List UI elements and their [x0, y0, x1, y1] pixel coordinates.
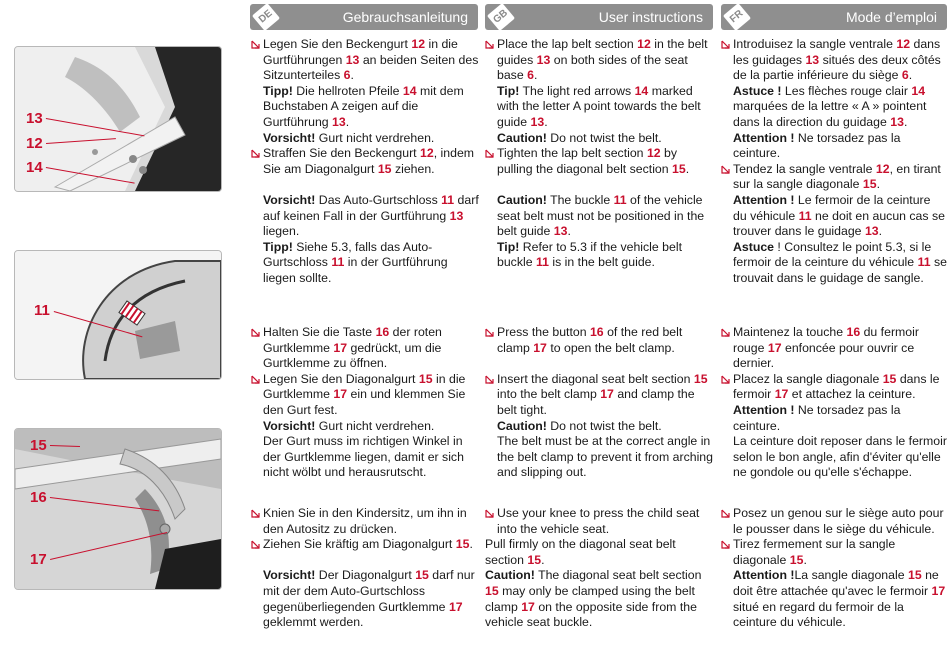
part-number-ref: 6: [343, 68, 351, 83]
instruction-text: into the belt clamp: [497, 387, 601, 402]
part-number-ref: 13: [332, 114, 346, 129]
instruction-text: Placez la sangle diagonale: [733, 371, 883, 386]
instruction-text: an beiden Seiten des Sitzunterteiles: [263, 52, 479, 83]
instruction-text: Les flèches rouge clair: [781, 83, 912, 98]
instruction-note: [721, 403, 947, 434]
section-de-1: [251, 37, 481, 287]
instruction-note: [251, 419, 481, 435]
instruction-text: et attachez la ceinture.: [788, 387, 916, 402]
emphasis-label: Tipp!: [263, 83, 293, 98]
instruction-note: [251, 84, 481, 131]
instruction-text: Das Auto-Gurtschloss: [315, 192, 442, 207]
instruction-step: [251, 372, 481, 419]
section-fr-1: [721, 37, 947, 287]
step-arrow-icon: [485, 506, 496, 518]
instruction-note: [485, 240, 713, 271]
instruction-text: .: [350, 68, 354, 83]
instruction-text: Posez un genou sur le siège auto pour le pousser dans le siège du véhicule.: [733, 506, 944, 536]
header-fr: [721, 4, 947, 30]
part-number-ref: 11: [613, 192, 627, 207]
part-number-ref: 17: [533, 340, 547, 355]
step-arrow-icon: [721, 537, 732, 549]
section-gb-3: [485, 506, 713, 631]
instruction-text: gedrückt, um die Gurtklemme zu öffnen.: [263, 340, 442, 371]
part-number-ref: 17: [333, 387, 348, 402]
instruction-text: Tighten the lap belt section: [497, 146, 647, 161]
instruction-text: .: [878, 224, 883, 239]
instruction-text: Halten Sie die Taste: [263, 325, 376, 339]
step-arrow-icon: [721, 162, 732, 174]
instruction-text: darf auf keinen Fall in der Gurtführung: [263, 192, 479, 223]
callout-13: 13: [26, 110, 43, 127]
part-number-ref: 12: [875, 161, 890, 176]
instruction-text: .: [345, 114, 350, 129]
instruction-text: The light red arrows: [519, 83, 635, 98]
instruction-text: .: [903, 114, 908, 129]
instruction-text: situé en regard du fermoir de la ceinture du véhicule.: [733, 599, 904, 630]
instruction-text: Legen Sie den Diagonalgurt: [263, 371, 419, 386]
instruction-step: [721, 162, 947, 193]
instruction-text: situés des deux côtés de la partie inférieure du siège: [733, 52, 941, 83]
step-arrow-icon: [251, 325, 262, 337]
instruction-text: dans le fermoir: [733, 371, 940, 402]
part-number-ref: 13: [890, 114, 904, 129]
header-de: [250, 4, 478, 30]
instruction-text: .: [876, 177, 881, 192]
part-number-ref: 11: [535, 255, 549, 270]
instruction-note: [485, 568, 713, 630]
emphasis-label: Caution!: [497, 130, 547, 145]
instruction-text: Ziehen Sie kräftig am Diagonalgurt: [263, 537, 456, 552]
part-number-ref: 16: [375, 325, 390, 339]
part-number-ref: 15: [527, 552, 542, 567]
part-number-ref: 17: [600, 387, 614, 402]
part-number-ref: 16: [589, 325, 604, 339]
instruction-text: ! Consultez le point 5.3, si le fermoir de la ceinture du véhicule: [733, 239, 932, 270]
instruction-text: liegen.: [263, 224, 300, 239]
part-number-ref: 15: [485, 583, 499, 598]
part-number-ref: 13: [805, 52, 820, 67]
instruction-text: Gurt nicht verdrehen.: [315, 130, 435, 145]
step-arrow-icon: [721, 37, 732, 49]
instruction-text: Der Gurt muss im richtigen Winkel in der Gurtklemme liegen, damit er sich nicht wölbt und herausrutscht.: [263, 434, 464, 480]
instruction-step: [721, 37, 947, 84]
step-arrow-icon: [251, 537, 262, 549]
instruction-note: [251, 240, 481, 287]
instruction-text: The buckle: [546, 192, 614, 207]
instruction-note: [721, 131, 947, 162]
part-number-ref: 15: [672, 161, 686, 176]
instruction-note: [251, 434, 481, 481]
instruction-text: in die Gurtklemme: [263, 371, 466, 402]
step-arrow-icon: [251, 37, 262, 49]
part-number-ref: 13: [530, 114, 545, 129]
part-number-ref: 6: [901, 68, 909, 83]
spacer: [485, 177, 713, 193]
instruction-text: .: [567, 224, 571, 239]
emphasis-label: Attention !: [733, 402, 795, 417]
instruction-text: Gurt nicht verdrehen.: [315, 418, 435, 433]
instruction-step: [251, 146, 481, 177]
part-number-ref: 14: [402, 83, 417, 98]
instruction-text: The diagonal seat belt section: [534, 568, 702, 583]
instruction-step: [485, 37, 713, 84]
instruction-text: Tendez la sangle ventrale: [733, 161, 876, 176]
instruction-text: , en tirant sur la sangle diagonale: [733, 161, 941, 192]
instruction-text: .: [469, 537, 473, 552]
instruction-text: Refer to 5.3 if the vehicle belt buckle: [497, 239, 682, 270]
language-badge-fr: FR: [723, 3, 751, 31]
instruction-text: of the vehicle seat belt must not be positioned in the belt guide: [497, 192, 705, 239]
instruction-text: Legen Sie den Beckengurt: [263, 37, 412, 51]
part-number-ref: 15: [862, 177, 877, 192]
instruction-text: La sangle diagonale: [794, 568, 908, 583]
instruction-text: se trouvait dans le guidage de sangle.: [733, 255, 947, 285]
instruction-note: [485, 434, 713, 481]
instruction-step: [485, 506, 713, 537]
instruction-text: in the belt guides: [497, 37, 708, 67]
part-number-ref: 13: [864, 224, 879, 239]
instruction-note: [485, 537, 713, 568]
instruction-text: Ne torsadez pas la ceinture.: [733, 130, 901, 161]
spacer: [485, 356, 713, 372]
instruction-note: [251, 131, 481, 147]
section-fr-2: [721, 325, 947, 481]
instruction-step: [251, 506, 481, 537]
part-number-ref: 6: [527, 68, 534, 83]
instruction-text: Die hellroten Pfeile: [292, 83, 403, 98]
callout-14: 14: [26, 159, 43, 176]
part-number-ref: 15: [377, 161, 392, 176]
part-number-ref: 12: [646, 146, 661, 161]
section-de-3: [251, 506, 481, 631]
callout-15: 15: [30, 437, 47, 454]
emphasis-label: Astuce: [733, 239, 775, 254]
instruction-text: Pull firmly on the diagonal seat belt section: [485, 537, 676, 567]
part-number-ref: 17: [448, 599, 463, 614]
section-de-2: [251, 325, 481, 481]
part-number-ref: 11: [441, 192, 455, 207]
instruction-note: [721, 193, 947, 240]
instruction-text: marked with the letter A point towards the belt guide: [497, 83, 701, 129]
spacer: [251, 553, 481, 569]
instruction-text: on the opposite side from the vehicle seat buckle.: [485, 599, 697, 630]
instruction-step: [251, 325, 481, 372]
part-number-ref: 14: [634, 83, 649, 98]
language-badge-de: DE: [252, 3, 280, 31]
instruction-text: mit dem Buchstaben A zeigen auf die Gurtführung: [263, 83, 464, 129]
instruction-note: [251, 193, 481, 240]
instruction-text: Do not twist the belt.: [546, 130, 662, 145]
instruction-text: Der Diagonalgurt: [315, 568, 416, 583]
instruction-note: [485, 84, 713, 131]
instruction-text: du fermoir rouge: [733, 325, 919, 355]
step-arrow-icon: [485, 372, 496, 384]
emphasis-label: Caution!: [497, 192, 547, 207]
instruction-text: Siehe 5.3, falls das Auto-Gurtschloss: [263, 239, 433, 270]
header-title-gb: User instructions: [598, 9, 703, 25]
instruction-text: der roten Gurtklemme: [263, 325, 442, 355]
language-badge-gb: GB: [487, 3, 515, 31]
part-number-ref: 15: [907, 568, 922, 583]
instruction-step: [721, 372, 947, 403]
instruction-text: Use your knee to press the child seat into the vehicle seat.: [497, 506, 700, 536]
section-gb-1: [485, 37, 713, 271]
part-number-ref: 15: [455, 537, 470, 552]
instruction-text: by pulling the diagonal belt section: [497, 146, 678, 176]
instruction-text: dans les guidages: [733, 37, 941, 67]
callout-11: 11: [34, 302, 50, 319]
instruction-text: Introduisez la sangle ventrale: [733, 37, 897, 51]
part-number-ref: 13: [553, 224, 568, 239]
header-gb: [485, 4, 713, 30]
part-number-ref: 13: [536, 52, 551, 67]
instruction-text: The belt must be at the correct angle in the belt clamp to prevent it from arching and slipping out.: [497, 434, 713, 480]
instruction-text: Straffen Sie den Beckengurt: [263, 146, 421, 161]
callout-12: 12: [26, 135, 43, 152]
instruction-text: .: [544, 114, 548, 129]
emphasis-label: Caution!: [497, 418, 547, 433]
instruction-text: ein und klemmen Sie den Gurt fest.: [263, 387, 466, 417]
instruction-text: .: [541, 552, 545, 567]
part-number-ref: 16: [846, 325, 861, 339]
instruction-text: Do not twist the belt.: [546, 418, 662, 433]
instruction-text: Ne torsadez pas la ceinture.: [733, 402, 901, 433]
instruction-text: marquées de la lettre « A » pointent dans la direction du guidage: [733, 99, 927, 129]
emphasis-label: Attention !: [733, 568, 795, 583]
section-gb-2: [485, 325, 713, 481]
part-number-ref: 13: [345, 52, 360, 67]
part-number-ref: 15: [693, 371, 708, 386]
part-number-ref: 17: [931, 583, 946, 598]
instruction-text: on both sides of the seat base: [497, 52, 688, 83]
instruction-step: [485, 325, 713, 356]
step-arrow-icon: [485, 37, 496, 49]
emphasis-label: Caution!: [485, 568, 535, 583]
part-number-ref: 17: [767, 340, 782, 355]
instruction-note: [721, 240, 947, 287]
instruction-text: .: [908, 68, 913, 83]
instruction-note: [251, 568, 481, 630]
part-number-ref: 11: [331, 255, 345, 270]
instruction-text: of the red belt clamp: [497, 325, 683, 355]
instruction-text: in die Gurtführungen: [263, 37, 458, 67]
instruction-step: [721, 325, 947, 372]
instruction-text: , indem Sie am Diagonalgurt: [263, 146, 475, 176]
emphasis-label: Vorsicht!: [263, 418, 316, 433]
emphasis-label: Attention !: [733, 192, 795, 207]
step-arrow-icon: [251, 506, 262, 518]
emphasis-label: Tip!: [497, 83, 520, 98]
part-number-ref: 14: [911, 83, 926, 98]
section-fr-3: [721, 506, 947, 631]
instruction-step: [721, 506, 947, 537]
instruction-text: may only be clamped using the belt clamp: [485, 583, 695, 614]
step-arrow-icon: [251, 146, 262, 158]
instruction-text: .: [685, 161, 690, 176]
step-arrow-icon: [721, 325, 732, 337]
instruction-step: [251, 537, 481, 553]
instruction-note: [721, 434, 947, 481]
step-arrow-icon: [721, 372, 732, 384]
part-number-ref: 15: [415, 568, 429, 583]
instruction-text: Place the lap belt section: [497, 37, 638, 51]
instruction-text: enfoncée pour ouvrir ce dernier.: [733, 340, 915, 371]
emphasis-label: Vorsicht!: [263, 192, 316, 207]
instruction-step: [485, 146, 713, 177]
callout-16: 16: [30, 489, 47, 506]
part-number-ref: 12: [411, 37, 426, 51]
emphasis-label: Tip!: [497, 239, 520, 254]
instruction-text: Knien Sie in den Kindersitz, um ihn in den Autositz zu drücken.: [263, 506, 467, 536]
part-number-ref: 13: [449, 208, 464, 223]
instruction-text: to open the belt clamp.: [546, 340, 675, 355]
instruction-note: [485, 131, 713, 147]
instruction-text: geklemmt werden.: [263, 615, 364, 630]
header-title-fr: Mode d’emploi: [845, 9, 937, 25]
part-number-ref: 17: [774, 387, 789, 402]
instruction-note: [485, 419, 713, 435]
instruction-step: [721, 537, 947, 568]
instruction-text: Maintenez la touche: [733, 325, 847, 339]
spacer: [251, 177, 481, 193]
instruction-step: [485, 372, 713, 419]
instruction-text: in der Gurtführung liegen sollte.: [263, 255, 448, 285]
instruction-text: Le fermoir de la ceinture du véhicule: [733, 192, 931, 223]
instruction-text: Tirez fermement sur la sangle diagonale: [733, 537, 896, 567]
instruction-text: ne doit en aucun cas se trouver dans le guidage: [733, 208, 945, 239]
part-number-ref: 12: [637, 37, 651, 51]
instruction-note: [485, 193, 713, 240]
part-number-ref: 15: [882, 371, 897, 386]
part-number-ref: 15: [789, 552, 804, 567]
instruction-step: [251, 37, 481, 84]
instruction-note: [721, 568, 947, 630]
part-number-ref: 17: [521, 599, 535, 614]
instruction-text: .: [803, 552, 807, 567]
emphasis-label: Vorsicht!: [263, 568, 316, 583]
part-number-ref: 12: [420, 146, 434, 161]
instruction-text: is in the belt guide.: [548, 255, 655, 270]
part-number-ref: 11: [917, 255, 931, 270]
step-arrow-icon: [485, 325, 496, 337]
instruction-text: .: [533, 68, 538, 83]
instruction-note: [721, 84, 947, 131]
emphasis-label: Tipp!: [263, 239, 293, 254]
step-arrow-icon: [721, 506, 732, 518]
emphasis-label: Vorsicht!: [263, 130, 316, 145]
emphasis-label: Astuce !: [733, 83, 782, 98]
instruction-text: Press the button: [497, 325, 590, 339]
instruction-text: and clamp the belt tight.: [497, 387, 695, 417]
instruction-text: ne doit être attachée qu'avec le fermoir: [733, 568, 939, 598]
step-arrow-icon: [485, 146, 496, 158]
part-number-ref: 11: [798, 208, 812, 223]
part-number-ref: 12: [896, 37, 911, 51]
step-arrow-icon: [251, 372, 262, 384]
part-number-ref: 17: [333, 340, 348, 355]
instruction-text: darf nur mit der dem Auto-Gurtschloss gegenüberliegenden Gurtklemme: [263, 568, 475, 614]
instruction-text: La ceinture doit reposer dans le fermoir selon le bon angle, afin d'éviter qu'elle ne gondole ou qu'elle s'échappe.: [733, 434, 947, 480]
part-number-ref: 15: [418, 371, 433, 386]
emphasis-label: Attention !: [733, 130, 795, 145]
header-title-de: Gebrauchsanleitung: [342, 9, 468, 25]
instruction-text: ziehen.: [391, 161, 435, 176]
callout-17: 17: [30, 551, 47, 568]
instruction-text: Insert the diagonal seat belt section: [497, 371, 694, 386]
